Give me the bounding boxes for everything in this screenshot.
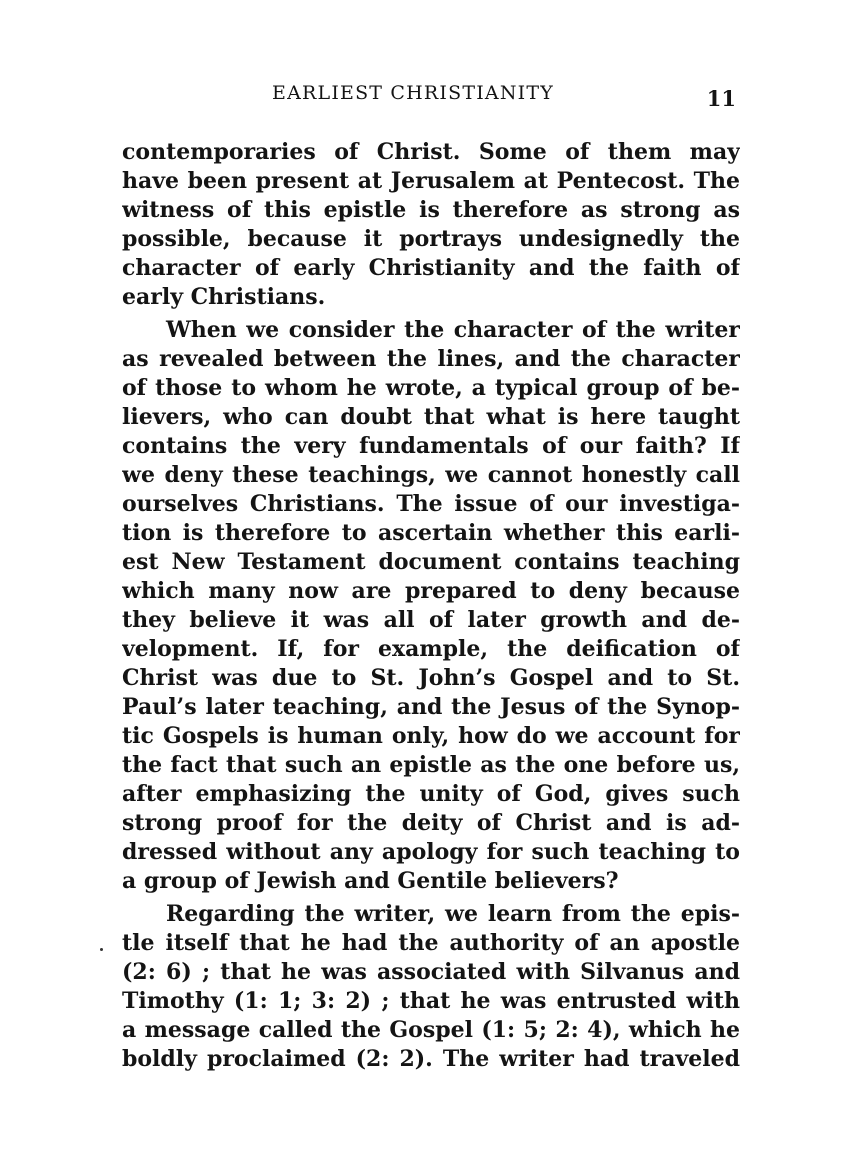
text-line: Paul’s later teaching, and the Jesus of the Synop-	[122, 694, 740, 720]
text-line: contains the very fundamentals of our faith? If	[122, 433, 740, 459]
text-line: est New Testament document contains teaching	[122, 549, 740, 575]
text-line: Timothy (1: 1; 3: 2) ; that he was entrusted with	[122, 988, 740, 1014]
running-head	[122, 82, 740, 112]
text-line: lievers, who can doubt that what is here taught	[122, 404, 740, 430]
text-line: tle itself that he had the authority of an apostle	[122, 930, 740, 956]
paragraph-3	[122, 900, 740, 1074]
text-line: of those to whom he wrote, a typical group of be-	[122, 375, 740, 401]
text-line: have been present at Jerusalem at Pentecost. The	[122, 168, 740, 194]
body-text	[122, 138, 740, 1074]
text-line: tic Gospels is human only, how do we account for	[122, 723, 740, 749]
text-line: we deny these teachings, we cannot honestly call	[122, 462, 740, 488]
text-line: ourselves Christians. The issue of our investiga-	[122, 491, 740, 517]
text-line: dressed without any apology for such teaching to	[122, 839, 740, 865]
text-line: velopment. If, for example, the deification of	[122, 636, 740, 662]
text-line: strong proof for the deity of Christ and is ad-	[122, 810, 740, 836]
text-line: which many now are prepared to deny because	[122, 578, 740, 604]
text-line: contemporaries of Christ. Some of them may	[122, 139, 740, 165]
text-line: possible, because it portrays undesignedly the	[122, 226, 740, 252]
text-line: a group of Jewish and Gentile believers?	[122, 868, 619, 894]
margin-speck	[100, 948, 103, 951]
text-line: witness of this epistle is therefore as strong as	[122, 197, 740, 223]
text-line: after emphasizing the unity of God, gives such	[122, 781, 740, 807]
chapter-title: EARLIEST CHRISTIANITY	[272, 82, 554, 104]
page-number: 11	[706, 86, 736, 111]
text-line: boldly proclaimed (2: 2). The writer had traveled	[122, 1046, 740, 1072]
text-line: tion is therefore to ascertain whether this earli-	[122, 520, 740, 546]
text-line: as revealed between the lines, and the character	[122, 346, 740, 372]
paragraph-2	[122, 316, 740, 896]
paragraph-1	[122, 138, 740, 312]
text-line: Christ was due to St. John’s Gospel and to St.	[122, 665, 740, 691]
text-line: When we consider the character of the writer	[166, 317, 740, 343]
text-line: the fact that such an epistle as the one before us,	[122, 752, 740, 778]
text-line: character of early Christianity and the faith of	[122, 255, 740, 281]
text-line: (2: 6) ; that he was associated with Silvanus and	[122, 959, 740, 985]
text-line: Regarding the writer, we learn from the epis-	[166, 901, 740, 927]
text-line: they believe it was all of later growth and de-	[122, 607, 740, 633]
text-line: early Christians.	[122, 284, 326, 310]
text-line: a message called the Gospel (1: 5; 2: 4), which he	[122, 1017, 740, 1043]
